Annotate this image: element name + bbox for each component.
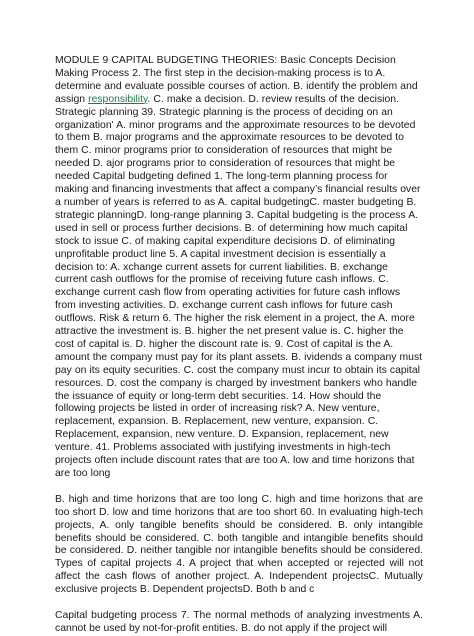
responsibility-link[interactable]: responsibility: [88, 93, 148, 105]
paragraph-1-text-start: MODULE 9 CAPITAL BUDGETING THEORIES: Basic Concepts Decision Making Process 2. The first step in the decision-making process is to A. determine and evaluate possible courses of action. B. identify the problem and assign: [55, 55, 418, 105]
document-body: [55, 55, 423, 636]
paragraph-1: [55, 55, 423, 481]
paragraph-2: B. high and time horizons that are too long C. high and time horizons that are too short D. low and time horizons that are too short 60. In evaluating high-tech projects, A. only tangible benefits should be considered. B. only intangible benefits should be considered. C. both tangible and intangible benefits should be considered. D. neither tangible nor intangible benefits should be considered. Types of capital projects 4. A project that when accepted or rejected will not affect the cash flows of another project. A. Independent projectsC. Mutually exclusive projects B. Dependent projectsD. Both b and c: [55, 493, 423, 596]
paragraph-1-text-end: . C. make a decision. D. review results of the decision. Strategic planning 39. Strategic planning is the process of deciding on an organization' A. minor programs and the approximate resources to be devoted to them B. major programs and the approximate resources to be devoted to them C. minor programs prior to consideration of resources that might be needed D. ajor programs prior to consideration of resources that might be needed Capital budgeting defined 1. The long-term planning process for making and financing investments that affect a company’s financial results over a number of years is referred to as A. capital budgetingC. master budgeting B. strategic planningD. long-range planning 3. Capital budgeting is the process A. used in sell or process further decisions. B. of determining how much capital stock to issue C. of making capital expenditure decisions D. of eliminating unprofitable product line 5. A capital investment decision is essentially a decision to: A. xchange current assets for current liabilities. B. exchange current cash outflows for the promise of receiving future cash inflows. C. exchange current cash flow from operating activities for future cash inflows from investing activities. D. exchange current cash inflows for future cash outflows. Risk & return 6. The higher the risk element in a project, the A. more attractive the investment is. B. higher the net present value is. C. higher the cost of capital is. D. higher the discount rate is. 9. Cost of capital is the A. amount the company must pay for its plant assets. B. ividends a company must pay on its equity securities. C. cost the company must incur to obtain its capital resources. D. cost the company is charged by investment bankers who handle the issuance of equity or long-term debt securities. 14. How should the following projects be listed in order of increasing risk? A. New venture, replacement, expansion. B. Replacement, new venture, expansion. C. Replacement, expansion, new venture. D. Expansion, replacement, new venture. 41. Problems associated with justifying investments in high-tech projects often include discount rates that are too A. low and time horizons that are too long: [55, 93, 423, 479]
paragraph-3: Capital budgeting process 7. The normal methods of analyzing investments A. cannot be used by not-for-profit entities. B. do not apply if the project will: [55, 609, 423, 634]
